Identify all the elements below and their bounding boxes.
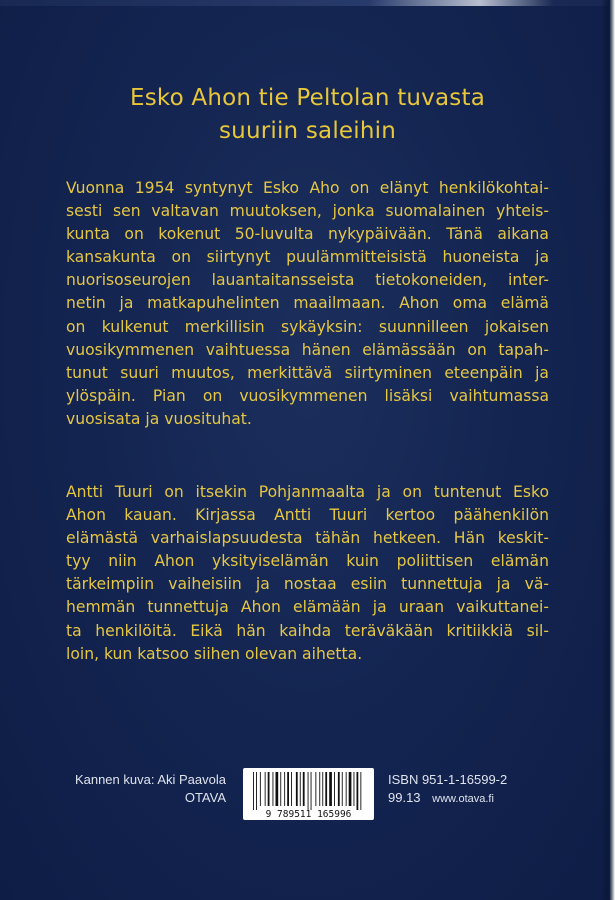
barcode-bar [256, 772, 257, 810]
isbn-number: ISBN 951-1-16599-2 [388, 772, 508, 787]
cover-photo-credit: Kannen kuva: Aki Paavola [74, 772, 226, 787]
title-line-2: suuriin saleihin [218, 118, 396, 144]
barcode-bar [319, 772, 320, 806]
barcode-bar [268, 772, 270, 806]
barcode-bar [284, 772, 285, 806]
barcode-bar [300, 772, 301, 806]
barcode-bar [338, 772, 340, 806]
paragraph-line: on kulkenut merkillisin sykäyksin: suunnilleen jokaisen [66, 317, 549, 336]
paragraph-line: kansakunta on siirtynyt puulämmitteisistä huoneista ja [66, 248, 549, 267]
barcode [243, 768, 374, 820]
barcode-bar [349, 772, 352, 806]
paragraph-line: Ahon kauan. Kirjassa Antti Tuuri kertoo päähenkilön [66, 506, 549, 525]
class-code: 99.13 [388, 790, 421, 805]
paragraph-line: Antti Tuuri on itsekin Pohjanmaalta ja on tuntenut Esko [66, 483, 549, 501]
barcode-bar [291, 772, 292, 806]
barcode-bar [342, 772, 343, 806]
barcode-bar [287, 772, 289, 806]
paragraph-line: loin, kun katsoo siihen olevan aihetta. [66, 644, 363, 663]
right-edge [601, 0, 615, 900]
barcode-bar [280, 772, 281, 806]
barcode-bar [260, 772, 261, 806]
publisher-website: www.otava.fi [432, 793, 494, 805]
paragraph-2 [66, 481, 549, 666]
paragraph-line: tärkeimpiin vaiheisiin ja nostaa esiin tunnettuja ja vä- [66, 575, 549, 594]
paragraph-line: sesti sen valtavan muutoksen, jonka suomalainen yhteis- [66, 202, 549, 221]
paragraph-line: kunta on kokenut 50-luvulta nykypäivään. Tänä aikana [66, 225, 549, 244]
barcode-bar [296, 772, 298, 806]
paragraph-line: vuosikymmenen vaihtuessa hänen elämässään on tapah- [66, 340, 549, 359]
paragraph-line: ylöspäin. Pian on vuosikymmenen lisäksi vaihtumassa [66, 386, 549, 405]
barcode-bar [253, 772, 254, 810]
paragraph-line: ta henkilöitä. Eikä hän kaihda teräväkään kritiikkiä sil- [66, 621, 549, 640]
barcode-bar [334, 772, 335, 806]
class-code-row [388, 789, 568, 808]
isbn-info [388, 771, 568, 808]
barcode-bar [265, 772, 266, 806]
barcode-bars [243, 768, 374, 820]
publisher-name: OTAVA [184, 790, 226, 805]
barcode-number: 9 789511 165996 [265, 809, 352, 820]
top-edge-strip [0, 0, 615, 6]
paragraph-line: tunut suuri muutos, merkittävä siirtyminen eteenpäin ja [66, 363, 549, 382]
barcode-bar [315, 772, 316, 806]
paragraph-line: tyy niin Ahon yksityiselämän kuin poliittisen elämän [66, 552, 549, 571]
barcode-bar [308, 772, 309, 810]
barcode-bar [273, 772, 274, 806]
paragraph-1 [66, 177, 549, 431]
paragraph-line: netin ja matkapuhelinten maailmaan. Ahon oma elämä [66, 294, 549, 313]
paragraph-line: hemmän tunnettuja Ahon elämään ja uraan vaikuttanei- [66, 598, 549, 617]
barcode-bar [346, 772, 347, 806]
cover-credits [66, 771, 226, 807]
title-line-1: Esko Ahon tie Peltolan tuvasta [130, 85, 485, 111]
barcode-bar [303, 772, 305, 806]
barcode-bar [325, 772, 327, 806]
paragraph-line: vuosisata ja vuosituhat. [66, 409, 252, 428]
barcode-bar [311, 772, 312, 810]
paragraph-line: Vuonna 1954 syntynyt Esko Aho on elänyt henkilökohtai- [66, 179, 549, 197]
paragraph-line: nuorisoseurojen lauantaitansseista tietokoneiden, inter- [66, 271, 549, 290]
barcode-bar [322, 772, 323, 806]
barcode-bar [354, 772, 355, 806]
barcode-bar [357, 772, 359, 810]
cover-title [60, 82, 555, 148]
barcode-bar [329, 772, 332, 806]
barcode-bar [360, 772, 361, 810]
barcode-bar [276, 772, 279, 806]
paragraph-line: elämästä varhaislapsuudesta tähän hetkeen. Hän keskit- [66, 529, 549, 548]
